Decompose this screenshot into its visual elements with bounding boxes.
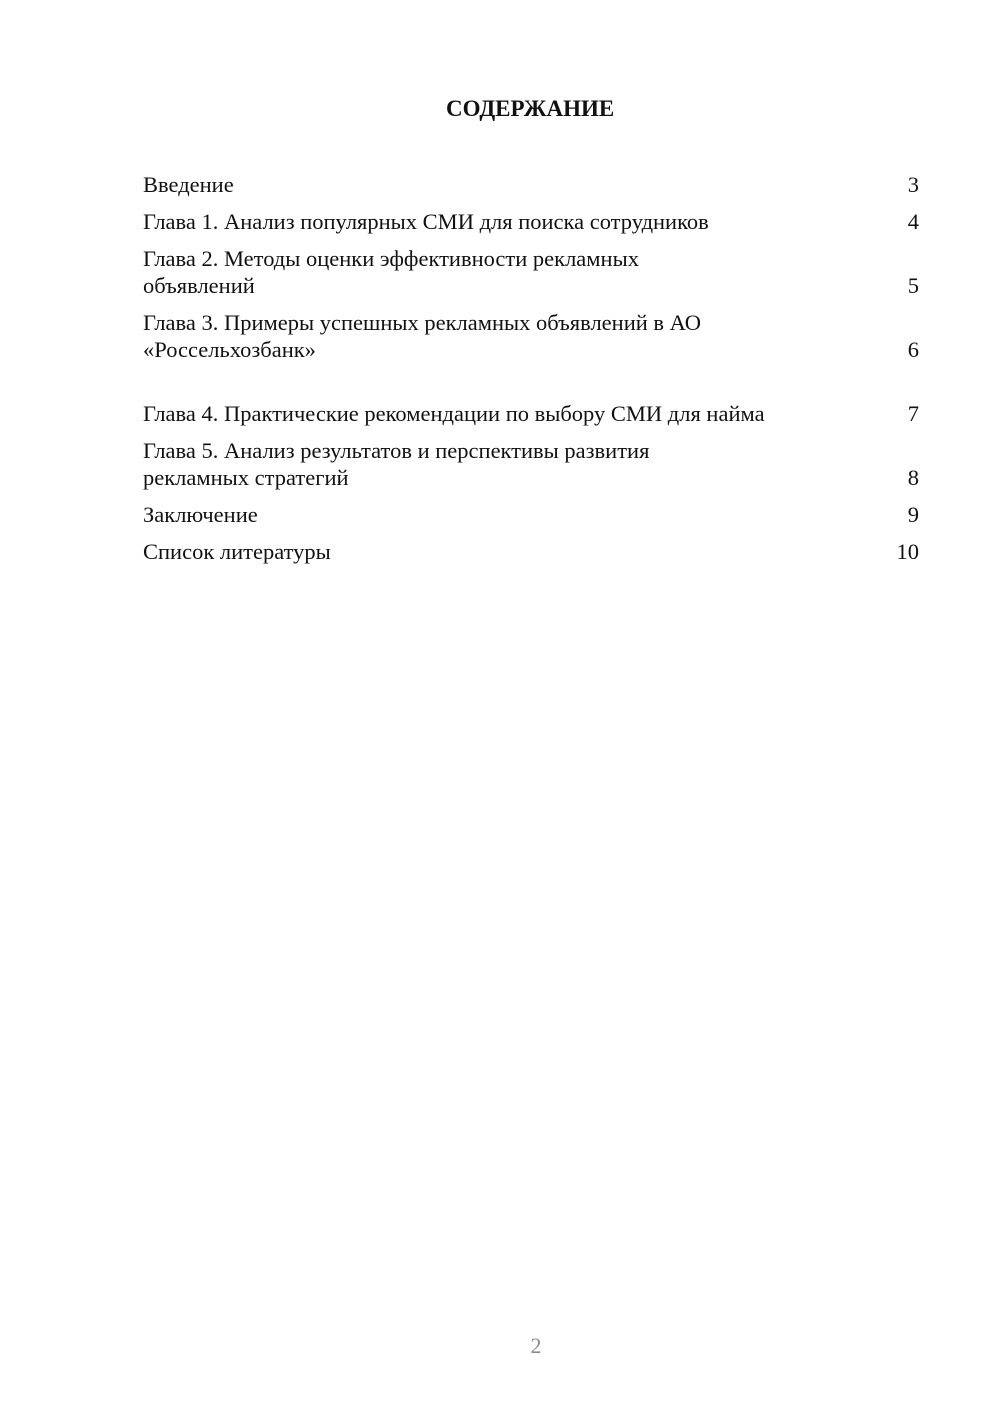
toc-entry-chapter-5[interactable] [143,437,919,491]
toc-entry-label: Глава 3. Примеры успешных рекламных объявлений в АО «Россельхозбанк» [143,310,702,362]
toc-entry-page: 3 [907,172,919,197]
toc-entry-chapter-2[interactable] [143,245,919,299]
toc-entry-page: 4 [907,209,919,234]
page-number: 2 [530,1333,542,1358]
toc-entry-introduction[interactable] [143,171,919,198]
toc-entry-page: 10 [896,539,919,564]
toc-entry-chapter-4[interactable] [143,373,919,427]
toc-entry-page: 9 [907,502,919,527]
toc-entry-label: Глава 2. Методы оценки эффективности рекламных объявлений [143,246,639,298]
page-title: СОДЕРЖАНИЕ [446,96,615,121]
toc-entry-page: 6 [907,337,919,362]
toc-entry-chapter-1[interactable] [143,208,919,235]
toc-entry-label: Введение [143,172,234,197]
toc-entry-label: Глава 5. Анализ результатов и перспективы развития рекламных стратегий [143,438,650,490]
toc-entry-label: Глава 4. Практические рекомендации по выбору СМИ для найма [143,401,765,426]
toc-entry-label: Глава 1. Анализ популярных СМИ для поиска сотрудников [143,209,709,234]
toc-entry-chapter-3[interactable] [143,309,919,363]
toc-entry-page: 7 [907,401,919,426]
toc-entry-page: 5 [907,273,919,298]
toc-entry-references[interactable] [143,538,919,565]
toc-entry-label: Список литературы [143,539,331,564]
toc-entry-conclusion[interactable] [143,501,919,528]
toc-entry-label: Заключение [143,502,258,527]
table-of-contents [143,171,919,575]
toc-entry-page: 8 [907,465,919,490]
